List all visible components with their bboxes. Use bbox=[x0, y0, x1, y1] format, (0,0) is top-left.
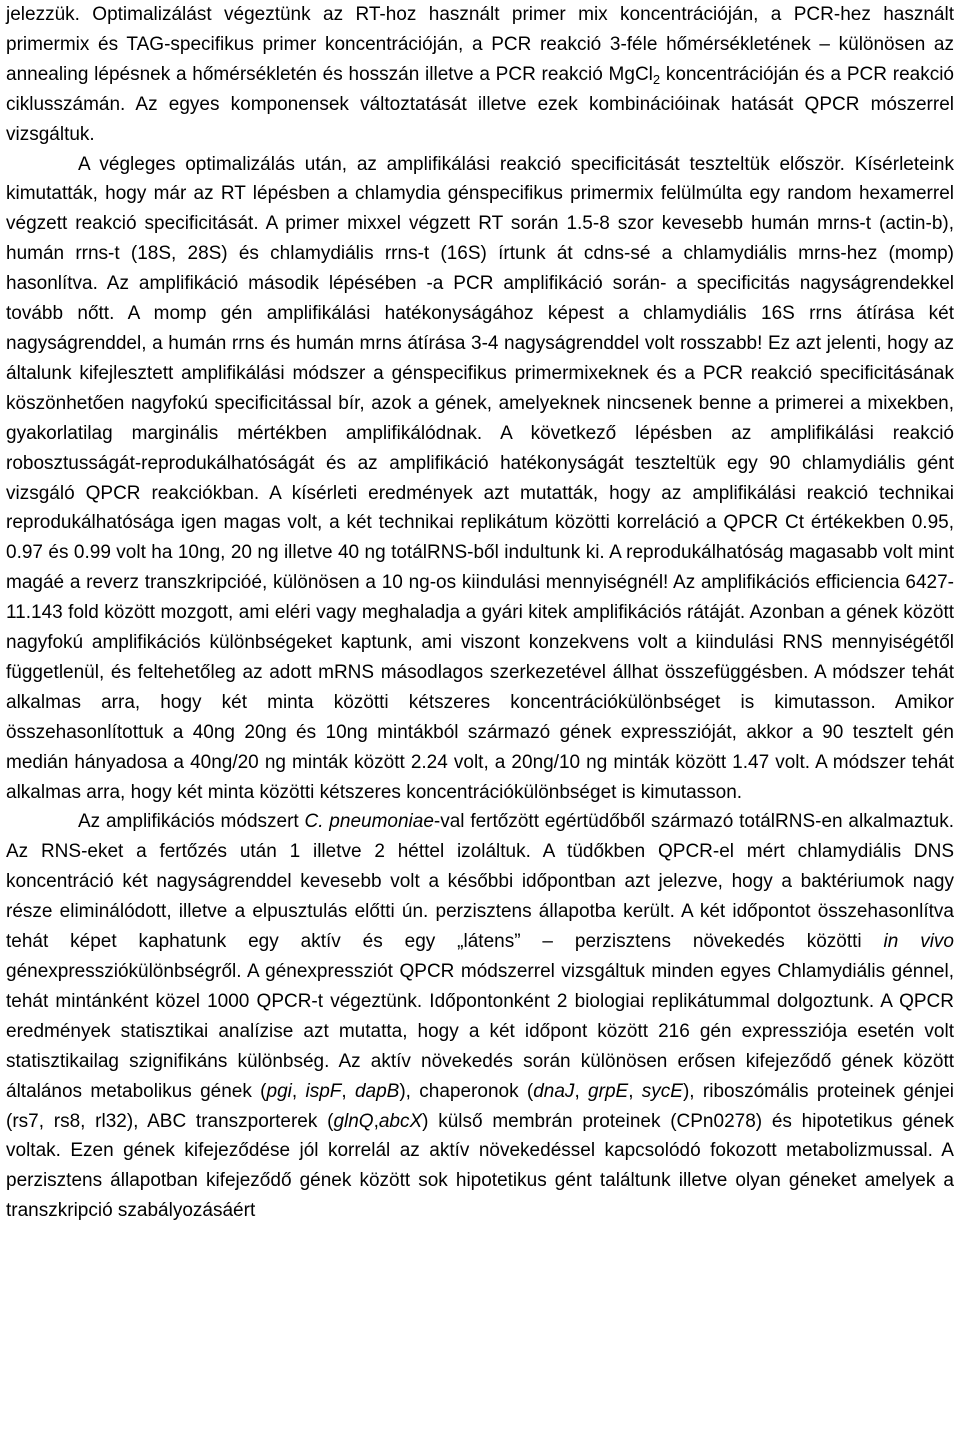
italic-term: dnaJ bbox=[533, 1080, 575, 1102]
italic-term: pgi bbox=[266, 1080, 292, 1102]
text-run: , bbox=[574, 1080, 589, 1102]
italic-term: C. pneumoniae bbox=[304, 811, 434, 833]
text-run: ), riboszómális proteinek génjei (rs7, rs8, rl32), ABC transzporterek ( bbox=[6, 1080, 955, 1132]
italic-term: ispF bbox=[305, 1080, 342, 1102]
text-run: , bbox=[341, 1080, 355, 1102]
text-run: -val fertőzött egértüdőből származó totálRNS-en alkalmaztuk. Az RNS-eket a fertőzés után 1 illetve 2 héttel izoláltuk. A tüdőkben QPCR-el mért chlamydiális DNS koncentráció két nagyságrenddel kevesebb volt a későbbi időpontban azt jelezve, hogy a baktériumok nagy része eliminálódott, illetve a elpusztulás előtti ún. perzisztens állapotba került. A két időpontot összehasonlítva tehát képet kaphatunk egy aktív és egy „látens” – perzisztens növekedés közötti bbox=[6, 811, 955, 953]
italic-term: grpE bbox=[588, 1080, 629, 1102]
text-run: A végleges optimalizálás után, az amplifikálási reakció specificitását teszteltük először. Kísérleteink kimutatták, hogy már az RT lépésben a chlamydia génspecifikus primermix felülmúlta egy random hexamerrel végzett reakció specificitását. A primer mixxel végzett RT során 1.5-8 szor kevesebb humán mrns-t (actin-b), humán rrns-t (18S, 28S) és chlamydiális rrns-t (16S) írtunk át cdns-sé a chlamydiális mrns-hez (momp) hasonlítva. Az amplifikáció második lépésében -a PCR amplifikáció során- a specificitás nagyságrendekkel tovább nőtt. A momp gén amplifikálási hatékonyságához képest a chlamydiális 16S rrns átírása két nagyságrenddel, a humán rrns és humán mrns átírása 3-4 nagyságrenddel volt rosszabb! Ez azt jelenti, hogy az általunk kifejlesztett amplifikálási módszer a génspecifikus primermixeknek és a PCR reakció specificitásának köszönhetően nagyfokú specificitással bír, azok a gének, amelyeknek nincsenek benne a primerei a mixekben, gyakorlatilag marginális mértékben amplifikálódnak. A következő lépésben az amplifikálási reakció robosztusságát-reprodukálhatóságát és az amplifikáció hatékonyságát teszteltük egy 90 chlamydiális gént vizsgáló QPCR reakciókban. A kísérleti eredmények azt mutatták, hogy az amplifikálási reakció technikai reprodukálhatósága igen magas volt, a két technikai replikátum közötti korreláció a QPCR Ct értékekben 0.95, 0.97 és 0.99 volt ha 10ng, 20 ng illetve 40 ng totálRNS-ből indultunk ki. A reprodukálhatóság magasabb volt mint magáé a reverz transzkripcióé, különösen a 10 ng-os kiindulási mennyiségnél! Az amplifikációs efficiencia 6427-11.143 fold között mozgott, ami eléri vagy meghaladja a gyári kitek amplifikációs rátáját. Azonban a gének között nagyfokú amplifikációs különbségeket kaptunk, ami viszont konzekvens volt a kiindulási RNS mennyiségétől függetlenül, és feltehetőleg az adott mRNS másodlagos szerkezetével állhat összefüggésben. A módszer tehát alkalmas arra, hogy két minta közötti kétszeres koncentrációkülönbséget is kimutasson. Amikor összehasonlítottuk a 40ng 20ng és 10ng mintákból származó gének expresszióját, akkor a 90 tesztelt gén medián hányadosa a 40ng/20 ng minták között 2.24 volt, a 20ng/10 ng minták között 1.47 volt. A módszer tehát alkalmas arra, hogy két minta közötti kétszeres koncentrációkülönbséget is kimutasson. bbox=[6, 153, 954, 803]
text-run: , bbox=[373, 1110, 379, 1132]
subscript: 2 bbox=[652, 71, 661, 87]
italic-term: glnQ bbox=[333, 1110, 374, 1132]
text-run: génexpressziókülönbségről. A génexpressziót QPCR módszerrel vizsgáltuk minden egyes Chlamydiális génnel, tehát mintánként közel 1000 QPCR-t végeztünk. Időpontonként 2 biologiai replikátummal dolgoztunk. A QPCR eredmények statisztikai analízise azt mutatta, hogy a két időpont között 216 gén expressziója esetén volt statisztikailag szignifikáns különbség. Az aktív növekedés során különösen erősen kifejeződő gének között általános metabolikus gének ( bbox=[6, 961, 954, 1102]
text-run: jelezzük. Optimalizálást végeztünk az RT-hoz használt primer mix koncentrációján, a PCR-hez használt primermix és TAG-specifikus primer koncentrációján, a PCR reakció 3-féle hőmérsékletének – különösen az annealing lépésnek a hőmérsékletén és hosszán illetve a PCR reakció MgCl bbox=[6, 4, 954, 85]
text-run: ), chaperonok ( bbox=[399, 1080, 534, 1102]
document-page bbox=[6, 0, 954, 1226]
text-run: ) külső membrán proteinek (CPn0278) és hipotetikus gének voltak. Ezen gének kifejeződése jól korrelál az aktív növekedéssel kapcsolódó fokozott metabolizmussal. A perzisztens állapotban kifejeződő gének között sok hipotetikus gént találtunk illetve olyan géneket amelyek a transzkripció szabályozásáért bbox=[6, 1110, 954, 1222]
italic-term: in vivo bbox=[883, 931, 954, 953]
paragraph-pneumoniae-experiment bbox=[6, 807, 954, 1226]
italic-term: dapB bbox=[354, 1080, 400, 1102]
paragraph-optimization bbox=[6, 0, 954, 150]
italic-term: abcX bbox=[378, 1110, 423, 1132]
paragraph-specificity-results bbox=[6, 150, 954, 808]
text-run: Az amplifikációs módszert bbox=[78, 811, 305, 833]
italic-term: sycE bbox=[641, 1080, 683, 1102]
text-run: koncentrációján és a PCR reakció ciklusszámán. Az egyes komponensek változtatását illetve ezek kombinációinak hatását QPCR mószerrel vizsgáltuk. bbox=[6, 63, 955, 145]
text-run: , bbox=[628, 1080, 642, 1102]
text-run: , bbox=[291, 1080, 306, 1102]
